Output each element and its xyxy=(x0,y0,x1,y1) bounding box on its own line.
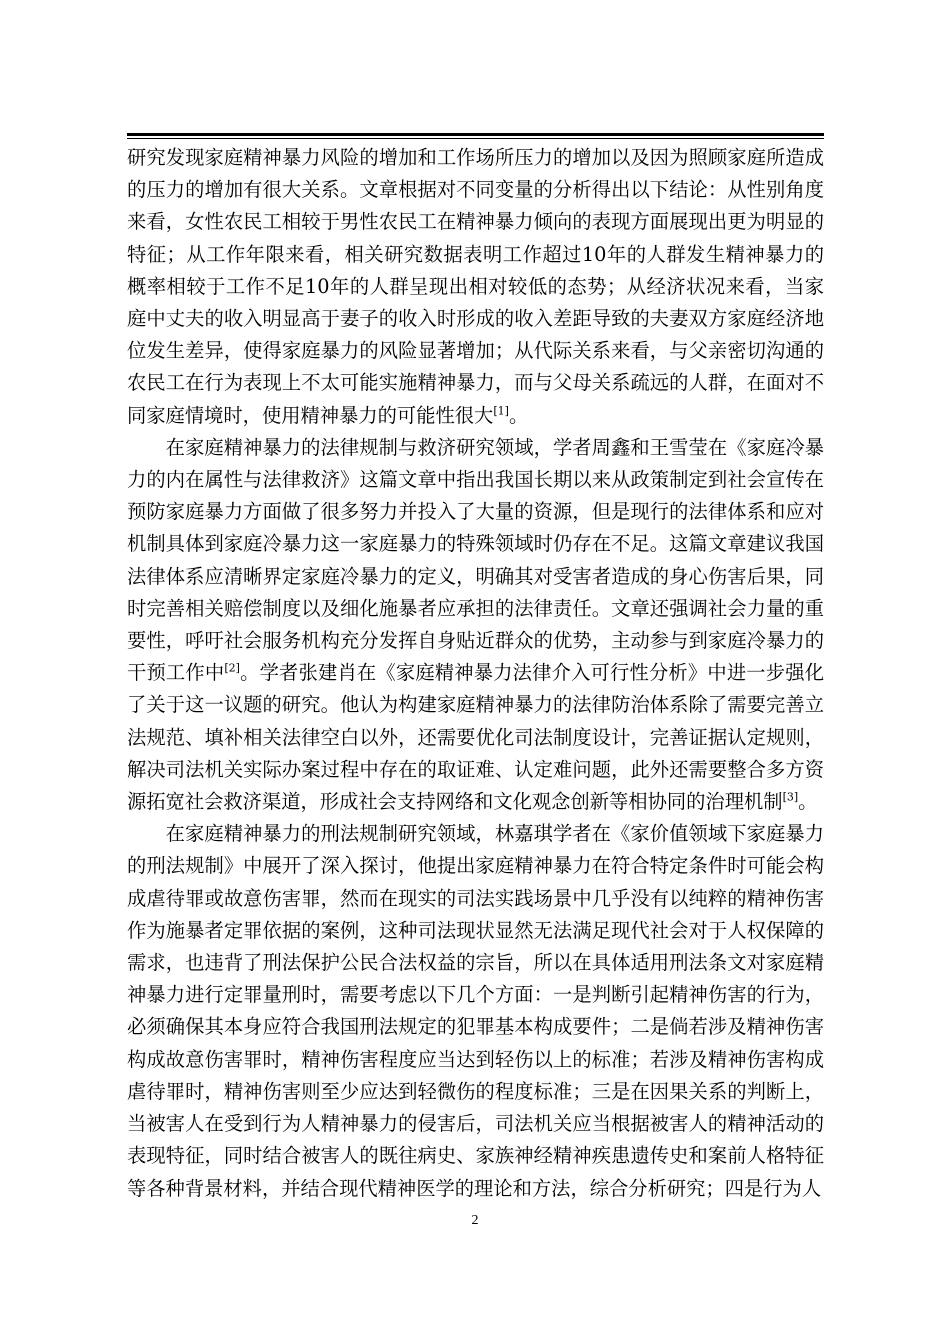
paragraph-text: 在家庭精神暴力的法律规制与救济研究领域，学者周鑫和王雪莹在《家庭冷暴力的内在属性与法律救济》这篇文章中指出我国长期以来从政策制定到社会宣传在预防家庭暴力方面做了很多努力并投入了大量的资源，但是现行的法律体系和应对机制具体到家庭冷暴力这一家庭暴力的特殊领域时仍存在不足。这篇文章建议我国法律体系应清晰界定家庭冷暴力的定义，明确其对受害者造成的身心伤害后果，同时完善相关赔偿制度以及细化施暴者应承担的法律责任。文章还强调社会力量的重要性，呼吁社会服务机构充分发挥自身贴近群众的优势，主动参与到家庭冷暴力的干预工作中 xyxy=(127,435,824,685)
citation-ref: [2] xyxy=(224,661,240,675)
body-text xyxy=(127,142,824,1205)
citation-ref: [3] xyxy=(782,790,799,804)
header-rule-thin xyxy=(127,138,824,139)
paragraph xyxy=(127,818,824,1204)
paragraph-text: 。学者张建肖在《家庭精神暴力法律介入可行性分析》中进一步强化了关于这一议题的研究。他认为构建家庭精神暴力的法律防治体系除了需要完善立法规范、填补相关法律空白以外，还需要优化司法制度设计，完善证据认定规则，解决司法机关实际办案过程中存在的取证难、认定难问题，此外还需要整合多方资源拓宽社会救济渠道，形成社会支持网络和文化观念创新等相协同的治理机制 xyxy=(127,661,824,814)
citation-ref: [1] xyxy=(493,404,509,418)
page-number: 2 xyxy=(471,1213,479,1228)
paragraph xyxy=(127,142,824,432)
paragraph-text: 。 xyxy=(508,403,529,427)
header-rule-thick xyxy=(127,133,824,136)
paragraph-text: 在家庭精神暴力的刑法规制研究领域，林嘉琪学者在《家价值领域下家庭暴力的刑法规制》中展开了深入探讨，他提出家庭精神暴力在符合特定条件时可能会构成虐待罪或故意伤害罪，然而在现实的司法实践场景中几乎没有以纯粹的精神伤害作为施暴者定罪依据的案例，这种司法现状显然无法满足现代社会对于人权保障的需求，也违背了刑法保护公民合法权益的宗旨，所以在具体适用刑法条文对家庭精神暴力进行定罪量刑时，需要考虑以下几个方面：一是判断引起精神伤害的行为，必须确保其本身应符合我国刑法规定的犯罪基本构成要件；二是倘若涉及精神伤害构成故意伤害罪时，精神伤害程度应当达到轻伤以上的标准；若涉及精神伤害构成虐待罪时，精神伤害则至少应达到轻微伤的程度标准；三是在因果关系的判断上，当被害人在受到行为人精神暴力的侵害后，司法机关应当根据被害人的精神活动的表现特征，同时结合被害人的既往病史、家族神经精神疾患遗传史和案前人格特征等各种背景材料，并结合现代精神医学的理论和方法，综合分析研究；四是行为人 xyxy=(127,822,824,1200)
paragraph-text: 研究发现家庭精神暴力风险的增加和工作场所压力的增加以及因为照顾家庭所造成的压力的增加有很大关系。文章根据对不同变量的分析得出以下结论：从性别角度来看，女性农民工相较于男性农民工在精神暴力倾向的表现方面展现出更为明显的特征；从工作年限来看，相关研究数据表明工作超过10年的人群发生精神暴力的概率相较于工作不足10年的人群呈现出相对较低的态势；从经济状况来看，当家庭中丈夫的收入明显高于妻子的收入时形成的收入差距导致的夫妻双方家庭经济地位发生差异，使得家庭暴力的风险显著增加；从代际关系来看，与父亲密切沟通的农民工在行为表现上不太可能实施精神暴力，而与父母关系疏远的人群，在面对不同家庭情境时，使用精神暴力的可能性很大 xyxy=(127,146,824,427)
paragraph-text: 。 xyxy=(798,790,818,814)
paragraph xyxy=(127,432,824,818)
